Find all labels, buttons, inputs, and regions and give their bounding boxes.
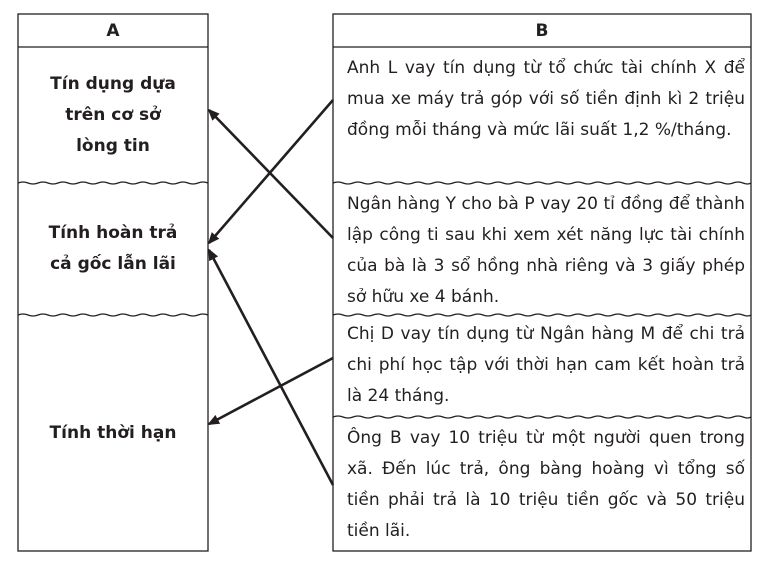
right-item-text: Ông B vay 10 triệu từ một người quen trong xã. Đến lúc trả, ông bàng hoàng vì tổng số tiền phải trả là 10 triệu tiền gốc và 50 triệu tiền lãi.: [347, 428, 745, 541]
right-item-text: Ngân hàng Y cho bà P vay 20 tỉ đồng để thành lập công ti sau khi xem xét năng lực tài chính của bà là 3 sổ hồng nhà riêng và 3 giấy phép sở hữu xe 4 bánh.: [347, 194, 745, 307]
arrow-b1-to-a2: [209, 100, 333, 243]
left-item-credit-on-trust: Tín dụng dựa trên cơ sở lòng tin: [50, 73, 176, 156]
right-item-2: [333, 183, 751, 315]
right-item-text: Chị D vay tín dụng từ Ngân hàng M để chi trả chi phí học tập với thời hạn cam kết hoàn trả là 24 tháng.: [347, 324, 745, 406]
right-item-4: [333, 417, 751, 551]
right-item-3: [333, 315, 751, 417]
column-a-header: A: [106, 20, 120, 41]
right-item-text: Anh L vay tín dụng từ tổ chức tài chính X để mua xe máy trả góp với số tiền định kì 2 triệu đồng mỗi tháng và mức lãi suất 1,2 %/tháng.: [347, 58, 745, 140]
left-item-term: Tính thời hạn: [49, 422, 177, 443]
arrow-b2-to-a1: [209, 110, 333, 238]
left-item-repay-principal-and-interest: Tính hoàn trả cả gốc lẫn lãi: [48, 223, 178, 274]
right-item-1: [333, 47, 751, 183]
column-b-header: B: [535, 20, 549, 41]
